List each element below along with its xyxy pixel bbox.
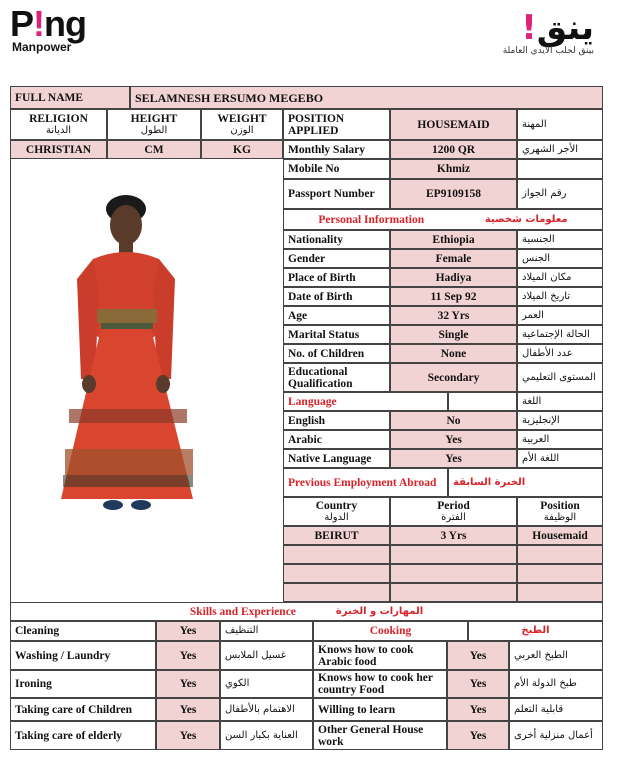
skill-value: Yes <box>156 621 220 641</box>
skill-label-ar-text: العناية بكبار السن <box>225 729 298 741</box>
full-name-value: SELAMNESH ERSUMO MEGEBO <box>130 86 603 109</box>
arabic-brand: ينق! <box>521 8 594 48</box>
passport-value: EP9109158 <box>390 179 517 209</box>
personal-label-ar <box>517 230 603 249</box>
skill-label: Ironing <box>10 670 156 698</box>
personal-label-ar <box>517 344 603 363</box>
arabic-logo <box>503 8 594 56</box>
language-section-header: Language <box>283 392 448 411</box>
skill-label-ar-text: الكوي <box>225 678 250 689</box>
skill-label: Taking care of Children <box>10 698 156 721</box>
personal-label-ar <box>517 287 603 306</box>
cooking-label: Other General House work <box>313 721 447 750</box>
language-value: No <box>390 411 517 430</box>
language-value: Yes <box>390 449 517 468</box>
candidate-figure <box>11 159 283 602</box>
personal-label: Place of Birth <box>283 268 390 287</box>
skill-label: Cleaning <box>10 621 156 641</box>
cooking-label: Knows how to cook Arabic food <box>313 641 447 670</box>
mobile-label: Mobile No <box>283 159 390 179</box>
position-value: HOUSEMAID <box>390 109 517 140</box>
personal-label: Gender <box>283 249 390 268</box>
salary-label-ar: الأجر الشهري <box>517 140 603 159</box>
full-name-label: FULL NAME <box>10 86 130 109</box>
arabic-logo-sub: بينق لجلب الايدي العاملة <box>502 46 594 56</box>
religion-header: RELIGION الديانة <box>10 109 107 140</box>
personal-value: None <box>390 344 517 363</box>
personal-label-ar <box>517 306 603 325</box>
salary-label: Monthly Salary <box>283 140 390 159</box>
cooking-label-ar-text: الطبخ العربي <box>514 649 568 661</box>
personal-label-ar-text: الجنس <box>522 252 551 264</box>
skill-label-ar-text: الاهتمام بالأطفال <box>225 703 295 715</box>
language-label-ar <box>517 411 603 430</box>
religion-value: CHRISTIAN <box>10 140 107 159</box>
employment-period <box>390 564 517 583</box>
language-label-ar-text: اللغة الأم <box>522 452 560 464</box>
language-label-ar <box>517 430 603 449</box>
ping-brand: P!ng <box>10 3 86 44</box>
personal-label: Age <box>283 306 390 325</box>
skill-label-ar <box>220 641 313 670</box>
cooking-label-ar <box>509 698 603 721</box>
ping-logo <box>10 3 86 54</box>
language-label: English <box>283 411 390 430</box>
personal-value: Female <box>390 249 517 268</box>
mobile-blank <box>517 159 603 179</box>
col-period: Period الفترة <box>390 497 517 526</box>
employment-country: BEIRUT <box>283 526 390 545</box>
employment-section-header: Previous Employment Abroad <box>283 468 448 497</box>
personal-label-ar <box>517 325 603 344</box>
cooking-label-ar-text: طبخ الدولة الأم <box>514 678 577 689</box>
mobile-value: Khmiz <box>390 159 517 179</box>
personal-label-ar <box>517 268 603 287</box>
employment-country <box>283 545 390 564</box>
cooking-label-ar-text: قابلية التعلم <box>514 703 564 715</box>
position-label: POSITION APPLIED <box>283 109 390 140</box>
weight-header: WEIGHT الوزن <box>201 109 283 140</box>
skill-label-ar <box>220 621 313 641</box>
personal-label: Nationality <box>283 230 390 249</box>
employment-position <box>517 564 603 583</box>
skill-label-ar <box>220 670 313 698</box>
personal-label-ar-text: الجنسية <box>522 233 555 245</box>
cooking-value: Yes <box>447 698 509 721</box>
personal-value: Single <box>390 325 517 344</box>
personal-value: 11 Sep 92 <box>390 287 517 306</box>
skill-label-ar <box>220 698 313 721</box>
personal-label-ar <box>517 363 603 392</box>
language-label: Arabic <box>283 430 390 449</box>
employment-period: 3 Yrs <box>390 526 517 545</box>
personal-label: No. of Children <box>283 344 390 363</box>
employment-period <box>390 583 517 602</box>
skills-section-header: Skills and Experience المهارات و الخبرة <box>10 602 603 621</box>
language-label-ar-text: العربية <box>522 433 550 445</box>
personal-label-ar-text: مكان الميلاد <box>522 271 572 283</box>
cooking-label-ar-text: أعمال منزلية أخرى <box>514 729 593 741</box>
salary-value: 1200 QR <box>390 140 517 159</box>
skill-value: Yes <box>156 670 220 698</box>
language-label: Native Language <box>283 449 390 468</box>
employment-section-header-ar: الخبرة السابقة <box>448 468 603 497</box>
cooking-value: Yes <box>447 721 509 750</box>
employment-position <box>517 545 603 564</box>
personal-label-ar-text: الحالة الإجتماعية <box>522 328 590 340</box>
skill-label-ar-text: التنظيف <box>225 625 259 636</box>
height-value: CM <box>107 140 201 159</box>
cooking-label-ar <box>509 721 603 750</box>
cooking-label: Knows how to cook her country Food <box>313 670 447 698</box>
language-section-header-ar: اللغة <box>517 392 603 411</box>
skill-label: Washing / Laundry <box>10 641 156 670</box>
language-value: Yes <box>390 430 517 449</box>
skill-label: Taking care of elderly <box>10 721 156 750</box>
personal-label-ar-text: عدد الأطفال <box>522 347 573 359</box>
col-country: Country الدولة <box>283 497 390 526</box>
personal-value: 32 Yrs <box>390 306 517 325</box>
weight-value: KG <box>201 140 283 159</box>
cooking-label: Willing to learn <box>313 698 447 721</box>
personal-section-header: Personal Information معلومات شخصية <box>283 209 603 230</box>
cooking-header: Cooking <box>313 621 468 641</box>
cooking-label-ar <box>509 641 603 670</box>
personal-label: Marital Status <box>283 325 390 344</box>
employment-position: Housemaid <box>517 526 603 545</box>
personal-label-ar-text: تاريخ الميلاد <box>522 290 571 302</box>
skill-value: Yes <box>156 721 220 750</box>
cooking-label-ar <box>509 670 603 698</box>
language-blank <box>448 392 517 411</box>
employment-period <box>390 545 517 564</box>
candidate-photo <box>11 159 283 602</box>
col-position: Position الوظيفة <box>517 497 603 526</box>
personal-label-ar <box>517 249 603 268</box>
skill-label-ar-text: غسيل الملابس <box>225 649 287 661</box>
personal-label-ar-text: المستوى التعليمي <box>522 371 596 383</box>
cooking-header-ar <box>468 621 603 641</box>
cooking-value: Yes <box>447 641 509 670</box>
employment-position <box>517 583 603 602</box>
cooking-value: Yes <box>447 670 509 698</box>
skill-label-ar <box>220 721 313 750</box>
personal-value: Secondary <box>390 363 517 392</box>
height-header: HEIGHT الطول <box>107 109 201 140</box>
skill-value: Yes <box>156 698 220 721</box>
personal-label: Educational Qualification <box>283 363 390 392</box>
language-label-ar-text: الإنجليزية <box>522 414 560 426</box>
employment-country <box>283 583 390 602</box>
position-label-ar: المهنة <box>517 109 603 140</box>
personal-value: Hadiya <box>390 268 517 287</box>
ping-sub: Manpower <box>12 40 72 54</box>
passport-label: Passport Number <box>283 179 390 209</box>
personal-label-ar-text: العمر <box>522 309 544 321</box>
skill-value: Yes <box>156 641 220 670</box>
passport-label-ar: رقم الجواز <box>517 179 603 209</box>
personal-label: Date of Birth <box>283 287 390 306</box>
personal-value: Ethiopia <box>390 230 517 249</box>
language-label-ar <box>517 449 603 468</box>
cooking-header-ar-text: الطبخ <box>521 625 550 636</box>
employment-country <box>283 564 390 583</box>
